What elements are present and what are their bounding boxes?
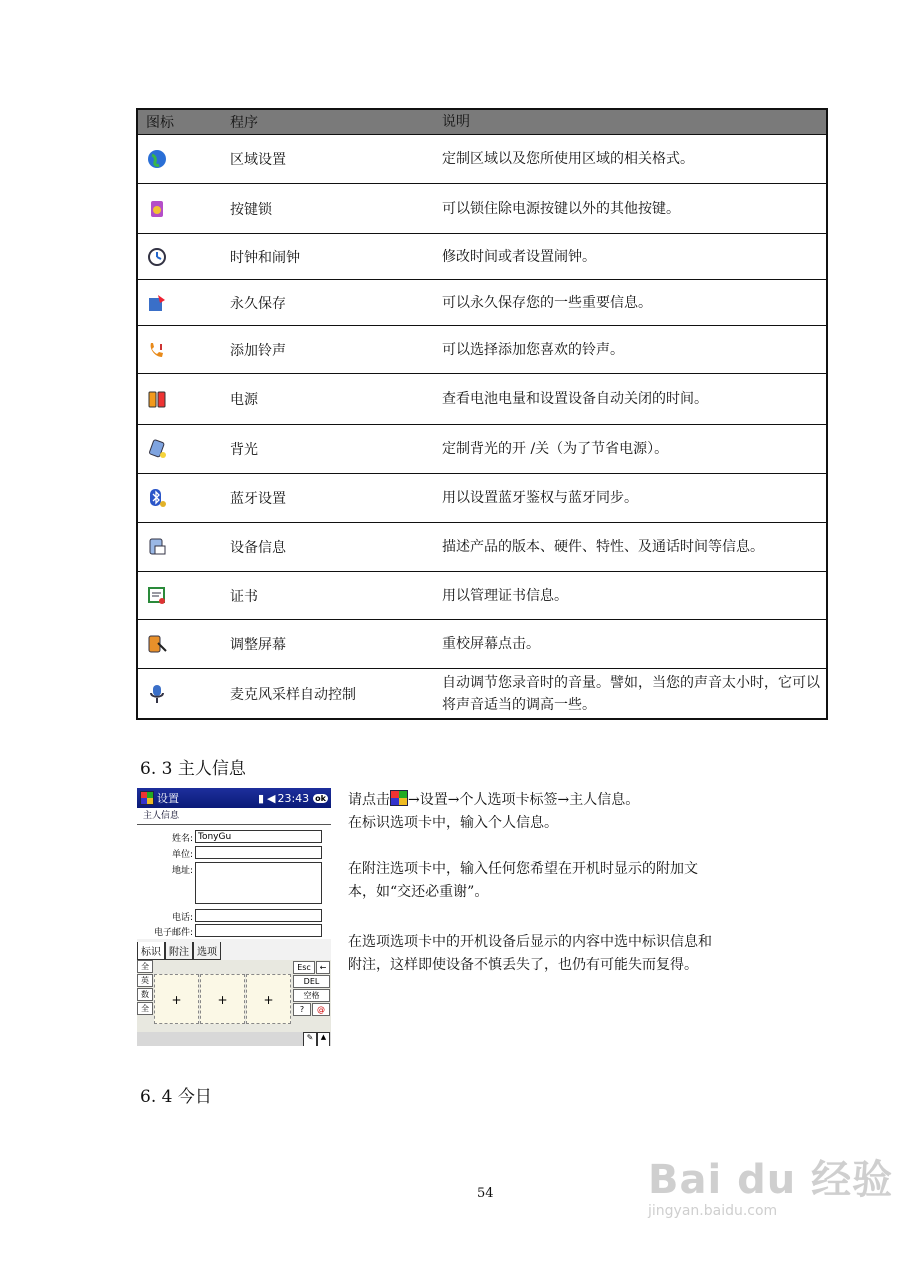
step-line-2: 在标识选项卡中，输入个人信息。 xyxy=(348,815,558,831)
clock-icon xyxy=(138,246,230,268)
header-program: 程序 xyxy=(230,115,258,131)
program-name: 按键锁 xyxy=(230,201,272,218)
writing-pad-3[interactable]: + xyxy=(246,974,291,1024)
tab-options[interactable]: 选项 xyxy=(193,942,221,960)
program-desc: 修改时间或者设置闹钟。 xyxy=(442,248,596,265)
certificate-icon xyxy=(138,585,230,607)
page-number: 54 xyxy=(477,1186,494,1201)
program-name: 区域设置 xyxy=(230,152,286,168)
email-label: 电子邮件: xyxy=(153,928,193,938)
handwriting-keyboard xyxy=(137,960,331,1032)
device-info-icon xyxy=(138,536,230,558)
step-line-post: →设置→个人选项卡标签→主人信息。 xyxy=(408,792,640,808)
table-row xyxy=(138,474,826,523)
tab-notes[interactable]: 附注 xyxy=(165,942,193,960)
program-desc: 定制背光的开 /关（为了节省电源）。 xyxy=(442,441,669,457)
bluetooth-icon xyxy=(138,487,230,509)
kb-full-key[interactable]: 全 xyxy=(137,960,153,973)
name-label: 姓名: xyxy=(171,834,193,844)
program-desc: 定制区域以及您所使用区域的相关格式。 xyxy=(442,151,694,167)
step-line-pre: 请点击 xyxy=(348,792,390,808)
options-paragraph: 在选项选项卡中的开机设备后显示的内容中选中标识信息和附注，这样即使设备不慎丢失了，也仍有可能失而复得。 xyxy=(348,934,712,973)
table-row xyxy=(138,280,826,326)
kb-backspace-key[interactable]: ← xyxy=(316,961,330,974)
program-name: 背光 xyxy=(230,442,258,458)
phone-time: 23:43 xyxy=(277,791,310,805)
table-row xyxy=(138,425,826,474)
phone-field[interactable] xyxy=(195,909,322,922)
program-desc: 可以锁住除电源按键以外的其他按键。 xyxy=(442,200,680,217)
program-name: 时钟和闹钟 xyxy=(230,249,300,266)
start-icon xyxy=(140,791,154,805)
globe-icon xyxy=(138,148,230,170)
table-row xyxy=(138,620,826,669)
kb-number-key[interactable]: 数 xyxy=(137,988,153,1001)
address-field[interactable] xyxy=(195,862,322,904)
program-name: 永久保存 xyxy=(230,295,286,312)
program-name: 电源 xyxy=(230,392,258,408)
phone-title: 设置 xyxy=(157,792,179,805)
battery-icon xyxy=(138,388,230,410)
table-header xyxy=(138,110,826,135)
program-name: 添加铃声 xyxy=(230,342,286,359)
table-row xyxy=(138,523,826,572)
key-lock-icon xyxy=(138,198,230,220)
phone-subtitle: 主人信息 xyxy=(137,808,331,825)
program-desc: 用以设置蓝牙鉴权与蓝牙同步。 xyxy=(442,490,638,506)
pen-icon[interactable]: ✎ xyxy=(303,1032,317,1046)
table-row xyxy=(138,234,826,280)
phone-tabs xyxy=(137,942,221,960)
ringtone-icon xyxy=(138,339,230,361)
company-label: 单位: xyxy=(171,850,193,860)
program-desc: 可以永久保存您的一些重要信息。 xyxy=(442,294,652,311)
writing-pad-2[interactable]: + xyxy=(200,974,245,1024)
program-name: 设备信息 xyxy=(230,540,286,556)
microphone-icon xyxy=(138,683,230,705)
header-desc: 说明 xyxy=(442,114,470,130)
program-name: 证书 xyxy=(230,588,258,605)
kb-esc-key[interactable]: Esc xyxy=(293,961,315,974)
arrow-up-icon[interactable]: ▲ xyxy=(317,1032,330,1046)
section-title-owner-info: 6. 3 主人信息 xyxy=(140,759,246,779)
table-row xyxy=(138,326,826,374)
save-icon xyxy=(138,292,230,314)
notes-paragraph: 在附注选项卡中，输入任何您希望在开机时显示的附加文本，如“交还必重谢”。 xyxy=(348,861,698,900)
email-field[interactable] xyxy=(195,924,322,937)
program-desc: 可以选择添加您喜欢的铃声。 xyxy=(442,341,624,358)
owner-form xyxy=(137,825,331,939)
program-desc: 重校屏幕点击。 xyxy=(442,636,540,652)
program-name: 调整屏幕 xyxy=(230,637,286,653)
table-row xyxy=(138,135,826,184)
program-table xyxy=(136,108,828,720)
watermark-main: Bai du 经验 xyxy=(648,1157,894,1203)
program-name: 麦克风采样自动控制 xyxy=(230,686,356,703)
kb-del-key[interactable]: DEL xyxy=(293,975,330,988)
program-name: 蓝牙设置 xyxy=(230,491,286,507)
screen-align-icon xyxy=(138,633,230,655)
volume-icon: ◀ xyxy=(267,791,276,805)
signal-icon: ▮ xyxy=(257,791,264,805)
table-row xyxy=(138,374,826,425)
baidu-watermark xyxy=(648,1148,893,1219)
program-desc: 查看电池电量和设置设备自动关闭的时间。 xyxy=(442,391,708,407)
section-title-today: 6. 4 今日 xyxy=(140,1087,212,1107)
program-desc: 描述产品的版本、硬件、特性、及通话时间等信息。 xyxy=(442,539,764,555)
kb-all-key[interactable]: 全 xyxy=(137,1002,153,1015)
backlight-icon xyxy=(138,438,230,460)
ok-button[interactable]: ok xyxy=(315,793,326,803)
table-row xyxy=(138,184,826,234)
owner-info-steps xyxy=(348,789,720,835)
program-desc: 用以管理证书信息。 xyxy=(442,587,568,604)
phone-title-bar xyxy=(137,788,331,808)
kb-question-key[interactable]: ? xyxy=(293,1003,311,1016)
kb-symbol-key[interactable]: @ xyxy=(312,1003,330,1016)
writing-pad-1[interactable]: + xyxy=(154,974,199,1024)
tab-identity[interactable]: 标识 xyxy=(137,942,165,960)
phone-label: 电话: xyxy=(171,913,193,923)
watermark-sub: jingyan.baidu.com xyxy=(648,1203,778,1219)
company-field[interactable] xyxy=(195,846,322,859)
windows-start-icon xyxy=(390,790,408,806)
address-label: 地址: xyxy=(171,866,193,876)
kb-english-key[interactable]: 英 xyxy=(137,974,153,987)
program-desc: 自动调节您录音时的音量。譬如，当您的声音太小时，它可以将声音适当的调高一些。 xyxy=(442,674,820,713)
input-bar xyxy=(137,1032,331,1046)
header-icon: 图标 xyxy=(146,115,174,131)
table-row xyxy=(138,669,826,718)
kb-space-key[interactable]: 空格 xyxy=(293,989,330,1002)
name-field[interactable]: TonyGu xyxy=(195,830,322,843)
settings-screenshot xyxy=(137,788,331,1046)
table-row xyxy=(138,572,826,620)
